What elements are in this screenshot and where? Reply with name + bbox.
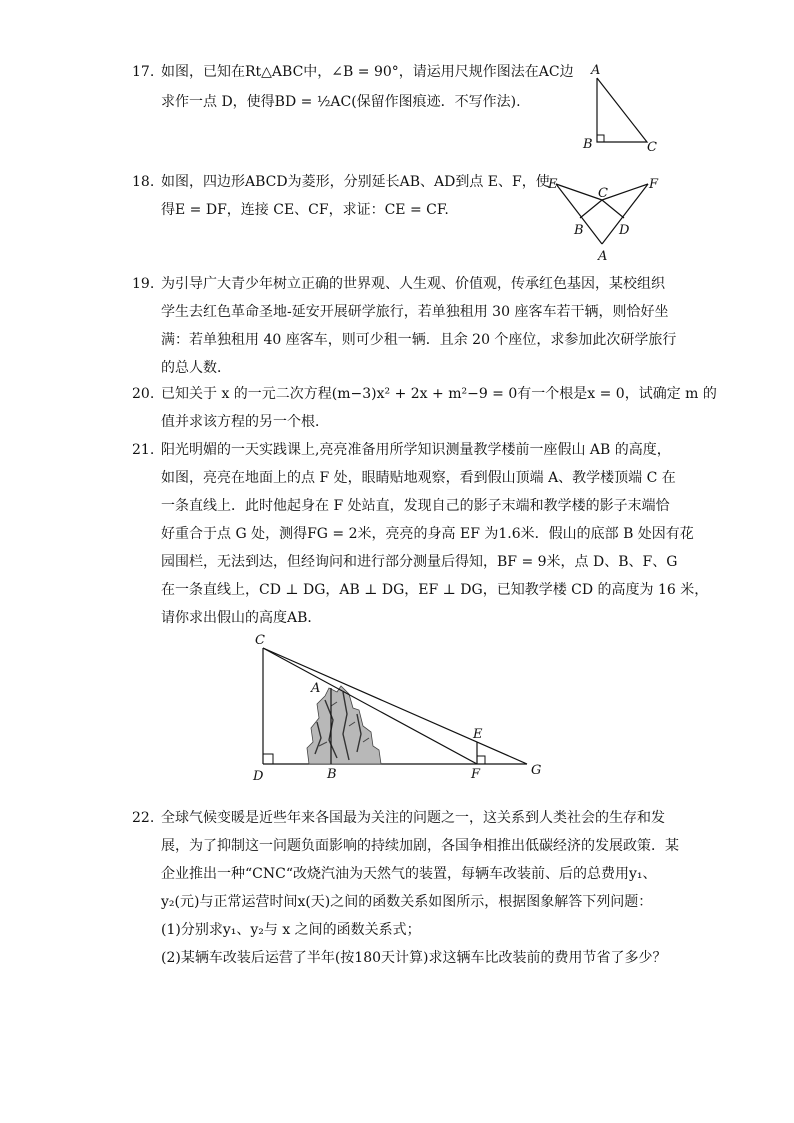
- figure-label: D: [253, 769, 264, 782]
- problem-number: 18.: [132, 174, 155, 190]
- figure-label: C: [255, 633, 265, 648]
- problem-text-line: 展，为了抑制这一问题负面影响的持续加剧，各国争相推出低碳经济的发展政策．某: [161, 838, 679, 854]
- rockery-image: [307, 686, 381, 764]
- figure-label: E: [548, 177, 558, 192]
- problem-number: 19.: [132, 276, 155, 292]
- figure-label: C: [647, 140, 657, 155]
- figure-label: A: [598, 249, 608, 264]
- problem-text-line: 求作一点 D，使得BD = ½AC(保留作图痕迹．不写作法).: [161, 94, 521, 110]
- problem-text-line: 园围栏，无法到达，但经询问和进行部分测量后得知，BF = 9米，点 D、B、F、G: [161, 554, 678, 570]
- problem-text-line: 已知关于 x 的一元二次方程(m−3)x² + 2x + m²−9 = 0有一个根是x = 0，试确定 m 的: [161, 386, 717, 402]
- problem-text-line: 满：若单独租用 40 座客车，则可少租一辆．且余 20 个座位，求参加此次研学旅行: [161, 332, 677, 348]
- figure-label: C: [598, 186, 608, 201]
- figure-label: G: [531, 763, 542, 778]
- problem-text-line: 学生去红色革命圣地-延安开展研学旅行，若单独租用 30 座客车若干辆，则恰好坐: [161, 304, 669, 320]
- problem-text-line: (1)分别求y₁、y₂与 x 之间的函数关系式；: [161, 922, 421, 938]
- triangle-abc-figure: [575, 60, 665, 156]
- figure-label: E: [473, 727, 483, 742]
- problem-number: 22.: [132, 810, 155, 826]
- problem-text-line: 好重合于点 G 处，测得FG = 2米，亮亮的身高 EF 为1.6米．假山的底部 B 处因有花: [161, 526, 694, 542]
- problem-text-line: 在一条直线上，CD ⊥ DG，AB ⊥ DG，EF ⊥ DG，已知教学楼 CD 的高度为 16 米，: [161, 582, 709, 598]
- problem-text-line: 为引导广大青少年树立正确的世界观、人生观、价值观，传承红色基因，某校组织: [161, 276, 665, 292]
- problem-number: 17.: [132, 64, 155, 80]
- problem-text-line: 全球气候变暖是近些年来各国最为关注的问题之一，这关系到人类社会的生存和发: [161, 810, 665, 826]
- rhombus-abcd-figure: [540, 168, 668, 264]
- problem-text-line: 阳光明媚的一天实践课上,亮亮准备用所学知识测量教学楼前一座假山 AB 的高度，: [161, 442, 671, 458]
- problem-number: 20.: [132, 386, 155, 402]
- problem-text-line: 值并求该方程的另一个根．: [161, 414, 329, 430]
- problem-text-line: 如图，已知在Rt△ABC中，∠B = 90°，请运用尺规作图法在AC边: [161, 64, 574, 80]
- problem-text-line: 一条直线上．此时他起身在 F 处站直，发现自己的影子末端和教学楼的影子末端恰: [161, 498, 670, 514]
- figure-label: F: [471, 767, 481, 782]
- figure-label: A: [591, 63, 601, 78]
- problem-text-line: 的总人数．: [161, 360, 231, 376]
- figure-label: D: [619, 223, 630, 238]
- figure-label: B: [583, 137, 593, 152]
- problem-text-line: 如图，亮亮在地面上的点 F 处，眼睛贴地观察，看到假山顶端 A、教学楼顶端 C 在: [161, 470, 676, 486]
- problem-text-line: 请你求出假山的高度AB．: [161, 610, 322, 626]
- problem-text-line: (2)某辆车改装后运营了半年(按180天计算)求这辆车比改装前的费用节省了多少？: [161, 950, 667, 966]
- problem-text-line: 得E = DF，连接 CE、CF，求证：CE = CF.: [161, 202, 449, 218]
- figure-label: B: [327, 767, 337, 782]
- figure-label: F: [649, 177, 659, 192]
- figure-label: A: [311, 681, 321, 696]
- problem-text-line: 如图，四边形ABCD为菱形，分别延长AB、AD到点 E、F，使: [161, 174, 550, 190]
- problem-number: 21.: [132, 442, 155, 458]
- figure-label: B: [574, 223, 584, 238]
- problem-text-line: y₂(元)与正常运营时间x(天)之间的函数关系如图所示，根据图象解答下列问题：: [161, 894, 653, 910]
- problem-text-line: 企业推出一种“CNC“改烧汽油为天然气的装置，每辆车改装前、后的总费用y₁、: [161, 866, 657, 882]
- rockery-building-figure: [245, 630, 550, 782]
